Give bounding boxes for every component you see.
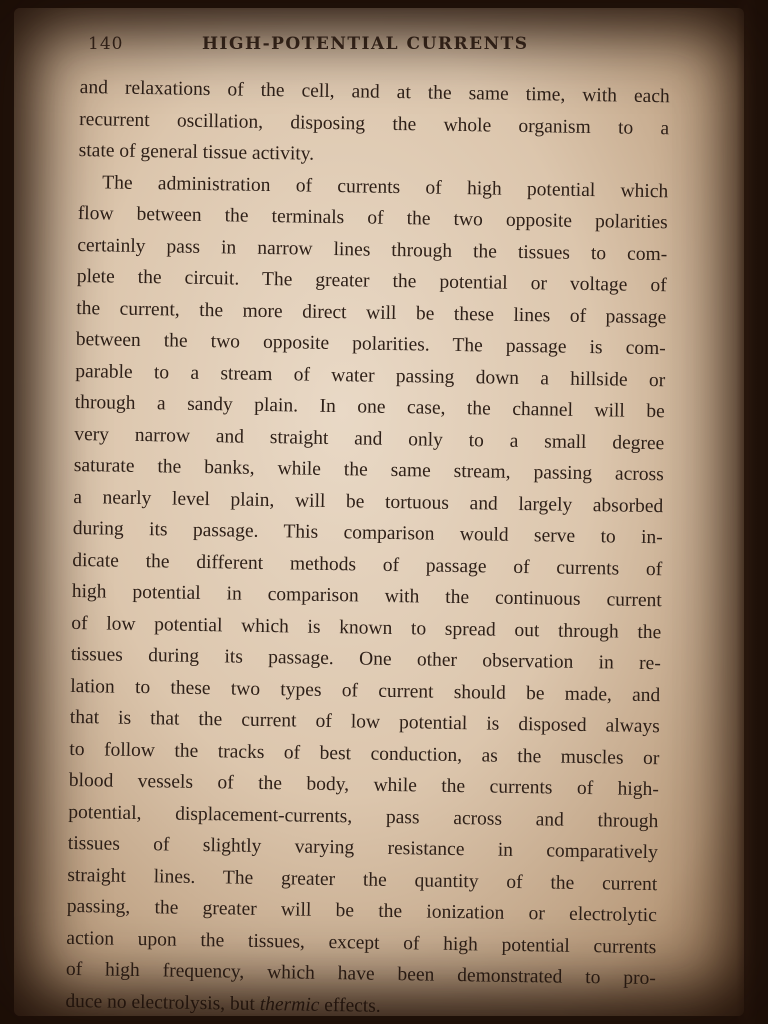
text-line: a nearly level plain, will be tortuous and largely absorbed bbox=[73, 486, 664, 517]
text-line: straight lines. The greater the quantity of the current bbox=[67, 864, 658, 895]
text-line: potential, displacement-currents, pass across and through bbox=[68, 801, 659, 832]
italic-term: thermic bbox=[259, 993, 320, 1016]
text-line: of high frequency, which have been demonstrated to pro- bbox=[65, 958, 656, 990]
page-edge-shadow bbox=[736, 0, 758, 1024]
text-line: state of general tissue activity. bbox=[78, 139, 315, 165]
text-line: flow between the terminals of the two opposite polarities bbox=[77, 202, 668, 234]
text-line: parable to a stream of water passing down a hillside or bbox=[75, 360, 666, 391]
body-text bbox=[65, 72, 670, 1024]
final-line-start: duce no electrolysis, but bbox=[65, 990, 260, 1015]
text-line: lation to these two types of current should be made, and bbox=[70, 675, 661, 706]
page-number: 140 bbox=[88, 34, 124, 54]
text-line: tissues of slightly varying resistance in comparatively bbox=[67, 832, 658, 864]
text-line: during its passage. This comparison would serve to in- bbox=[72, 517, 663, 549]
text-line: action upon the tissues, except of high potential currents bbox=[66, 927, 657, 958]
running-head: HIGH-POTENTIAL CURRENTS bbox=[202, 34, 529, 54]
text-line: recurrent oscillation, disposing the whole organism to a bbox=[79, 108, 670, 139]
text-line: The administration of currents of high potential which bbox=[102, 171, 669, 202]
text-line: very narrow and straight and only to a small degree bbox=[74, 423, 665, 454]
text-line: plete the circuit. The greater the potential or voltage of bbox=[76, 265, 667, 297]
text-line: high potential in comparison with the continuous current bbox=[71, 580, 662, 612]
text-line: dicate the different methods of passage of currents of bbox=[72, 549, 663, 580]
text-line: through a sandy plain. In one case, the channel will be bbox=[74, 391, 665, 423]
text-line: of low potential which is known to spread out through the bbox=[71, 612, 662, 643]
text-line: certainly pass in narrow lines through the tissues to com- bbox=[77, 234, 668, 265]
text-line: tissues during its passage. One other observation in re- bbox=[70, 643, 661, 675]
text-line: that is that the current of low potential is disposed always bbox=[69, 706, 660, 738]
text-line: the current, the more direct will be these lines of passage bbox=[76, 297, 667, 328]
text-line: and relaxations of the cell, and at the same time, with each bbox=[79, 76, 670, 108]
text-line: saturate the banks, while the same stream, passing across bbox=[73, 454, 664, 486]
final-line-end: effects. bbox=[319, 994, 381, 1017]
text-line: between the two opposite polarities. The passage is com- bbox=[75, 328, 666, 360]
text-line: to follow the tracks of best conduction, as the muscles or bbox=[69, 738, 660, 769]
text-line: passing, the greater will be the ionization or electrolytic bbox=[66, 895, 657, 927]
text-line: blood vessels of the body, while the currents of high- bbox=[68, 769, 659, 801]
